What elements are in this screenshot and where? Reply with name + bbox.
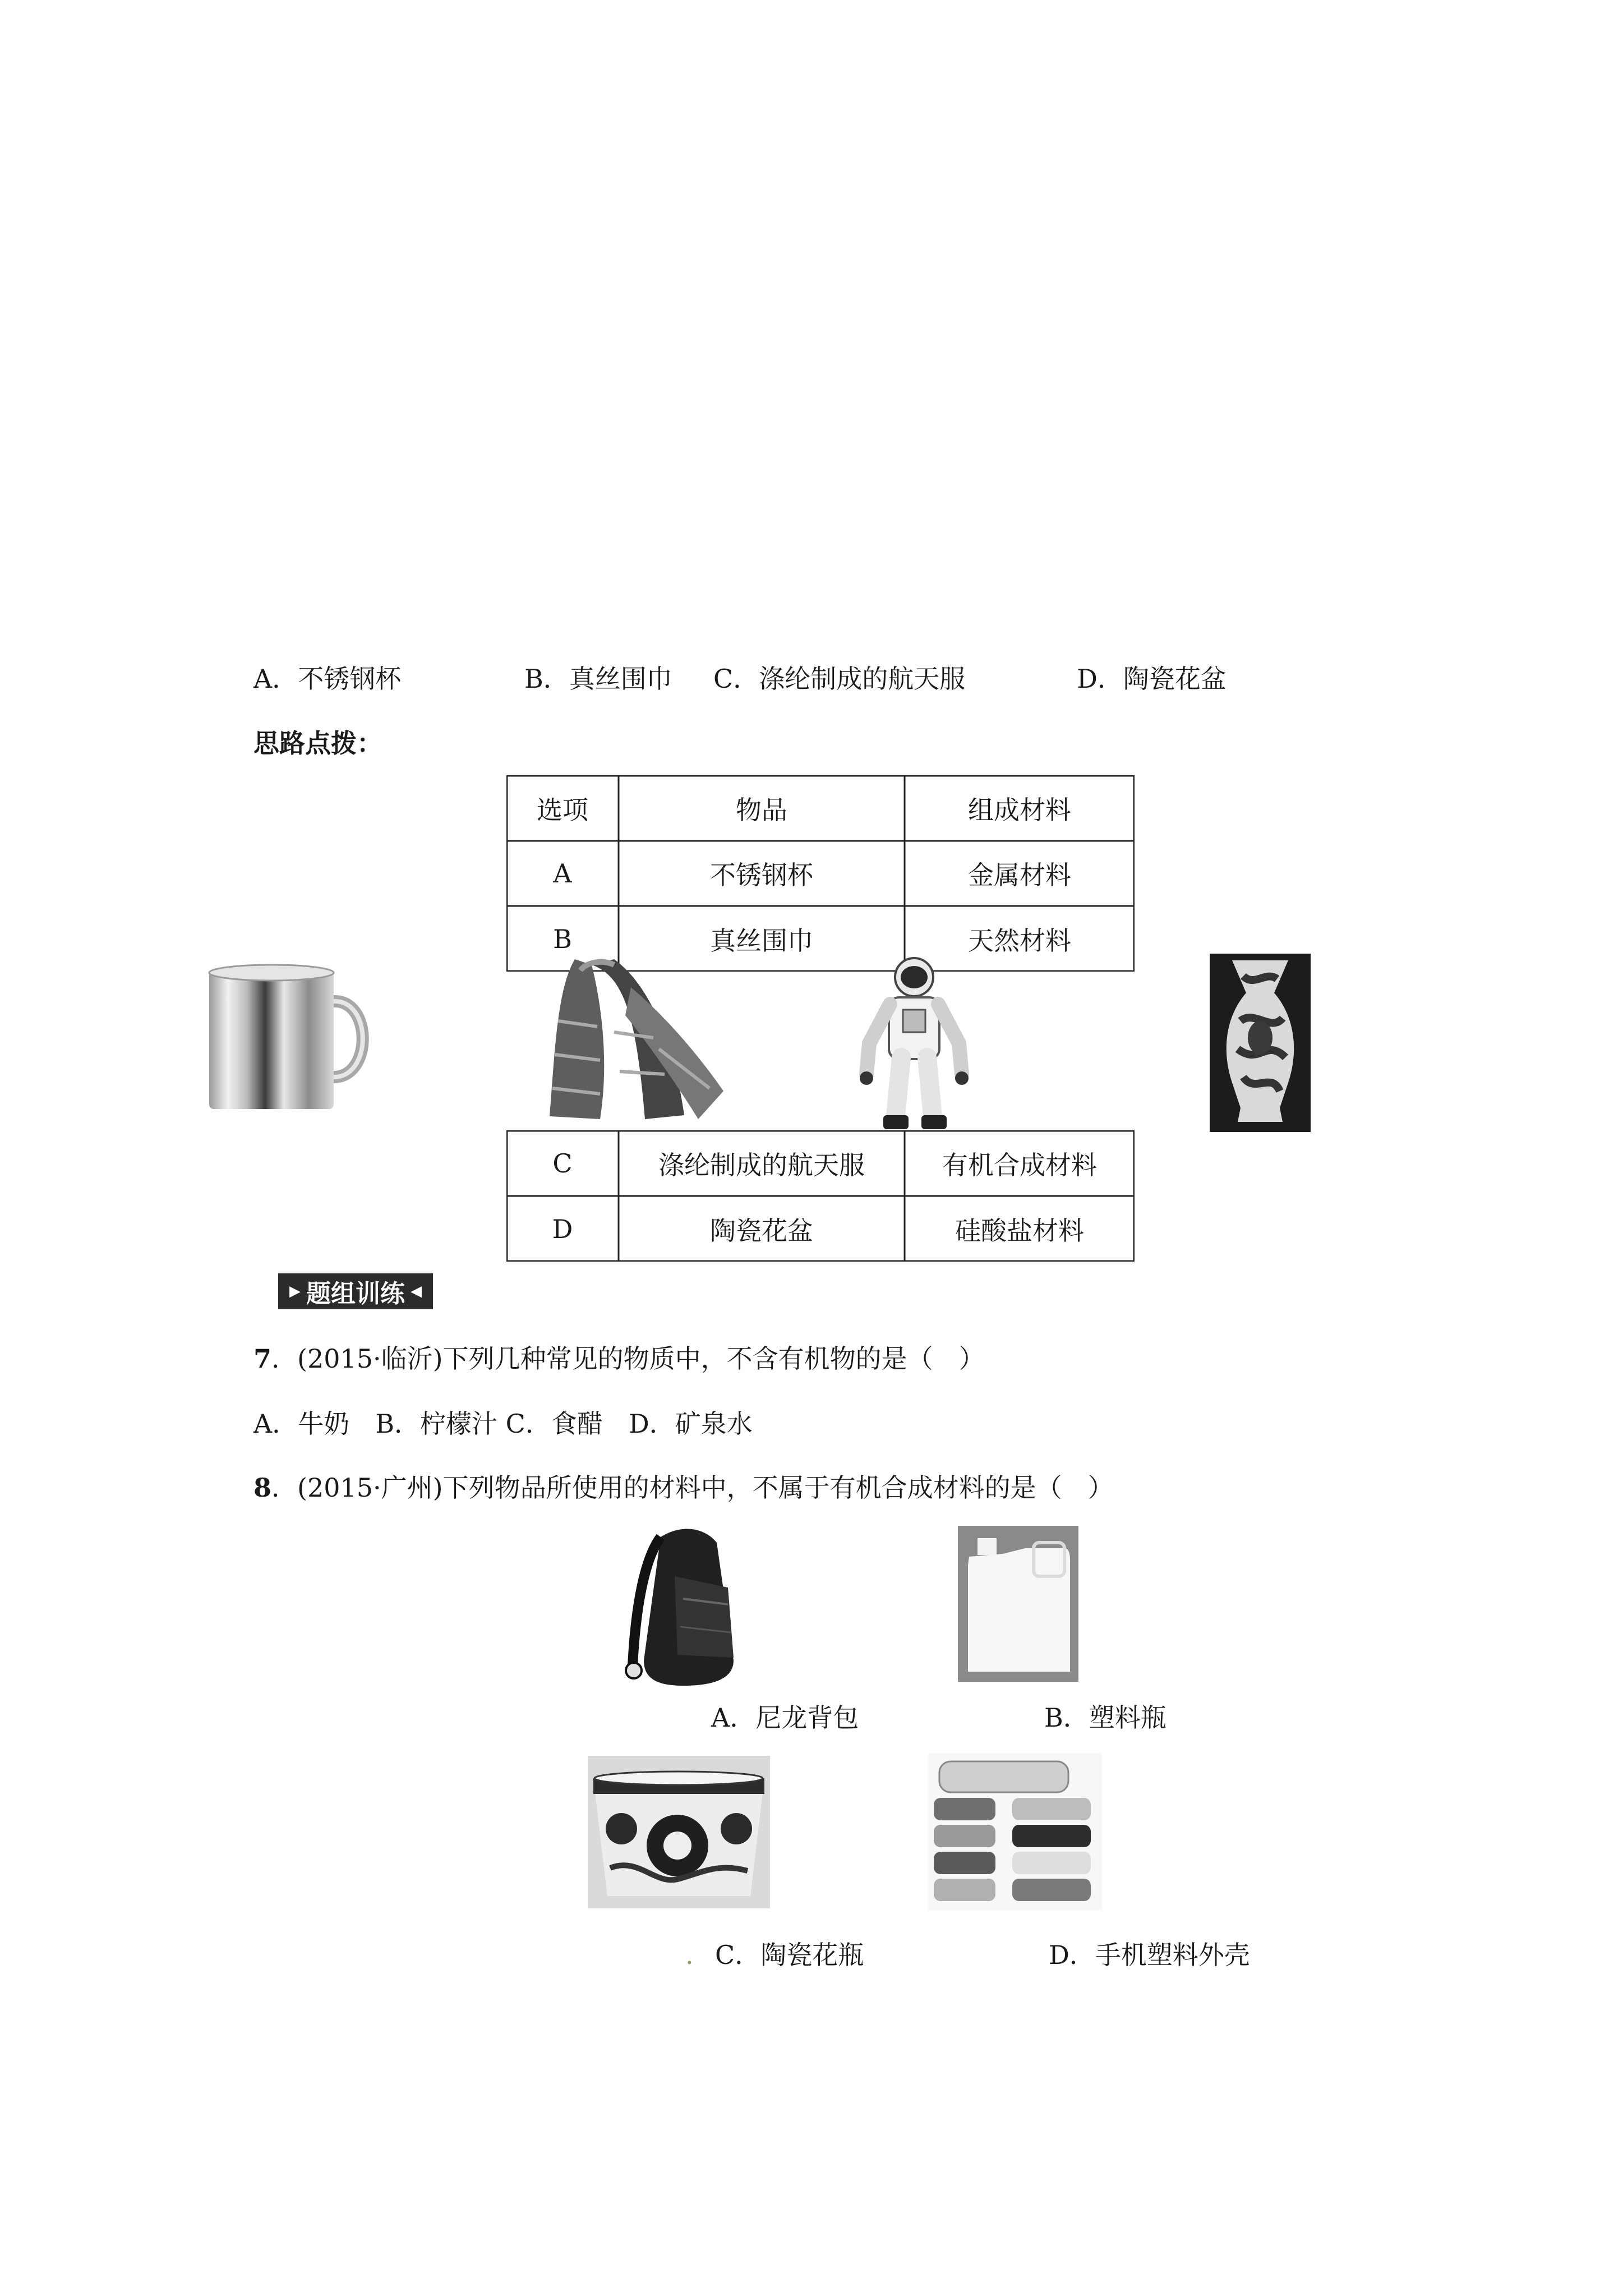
option-d-vase: D．陶瓷花盆 xyxy=(1077,664,1227,694)
question-8-number: 8 xyxy=(253,1473,272,1503)
section-badge-label: 题组训练 xyxy=(306,1280,405,1308)
row-d-material: 硅酸盐材料 xyxy=(955,1215,1084,1246)
play-left-icon: ◀ xyxy=(411,1283,422,1300)
hint-title: 思路点拨： xyxy=(253,728,382,758)
question-7-number: 7 xyxy=(253,1343,272,1374)
section-badge xyxy=(278,1273,433,1309)
row-b-option: B xyxy=(553,923,572,954)
option-b-scarf: B．真丝围巾 xyxy=(524,664,672,694)
row-c-item: 涤纶制成的航天服 xyxy=(658,1149,865,1180)
question-7-stem xyxy=(253,1342,985,1375)
silk-scarf-image xyxy=(547,954,726,1122)
stray-dot: . xyxy=(685,1940,694,1970)
ceramic-flowerpot-image xyxy=(588,1756,770,1908)
question-8-stem xyxy=(253,1471,1114,1504)
plastic-bottle-image xyxy=(958,1526,1078,1682)
header-material: 组成材料 xyxy=(968,794,1071,825)
row-a-material: 金属材料 xyxy=(968,860,1071,890)
row-c-option: C xyxy=(552,1148,573,1179)
header-item: 物品 xyxy=(736,794,787,825)
row-d-option: D xyxy=(552,1213,573,1244)
astronaut-spacesuit-image xyxy=(855,954,973,1133)
row-a-option: A xyxy=(553,858,572,889)
row-b-item: 真丝围巾 xyxy=(710,925,813,956)
q8-option-c: C．陶瓷花瓶 xyxy=(715,1940,864,1970)
materials-table-bottom xyxy=(506,1130,1135,1262)
phone-cases-image xyxy=(928,1753,1102,1910)
question-8-text: ．(2015·广州)下列物品所使用的材料中，不属于有机合成材料的是（ ） xyxy=(271,1473,1114,1503)
question-7-options: A．牛奶 B．柠檬汁 C．食醋 D．矿泉水 xyxy=(253,1409,753,1439)
row-c-material: 有机合成材料 xyxy=(942,1149,1097,1180)
option-a-cup: A．不锈钢杯 xyxy=(253,664,402,694)
q8-option-d: D．手机塑料外壳 xyxy=(1049,1940,1250,1970)
row-b-material: 天然材料 xyxy=(968,925,1071,956)
ceramic-vase-image xyxy=(1210,954,1311,1132)
q8-option-a: A．尼龙背包 xyxy=(711,1703,859,1733)
stainless-steel-cup-image xyxy=(205,959,376,1114)
row-d-item: 陶瓷花盆 xyxy=(710,1215,813,1246)
row-a-item: 不锈钢杯 xyxy=(710,860,813,890)
q8-option-b: B．塑料瓶 xyxy=(1044,1703,1166,1733)
nylon-backpack-image xyxy=(621,1526,750,1688)
materials-table-top xyxy=(506,775,1135,972)
play-right-icon: ▶ xyxy=(289,1283,301,1300)
header-option: 选项 xyxy=(537,794,588,825)
option-c-spacesuit: C．涤纶制成的航天服 xyxy=(713,664,966,694)
question-7-text: ．(2015·临沂)下列几种常见的物质中，不含有机物的是（ ） xyxy=(271,1343,985,1374)
